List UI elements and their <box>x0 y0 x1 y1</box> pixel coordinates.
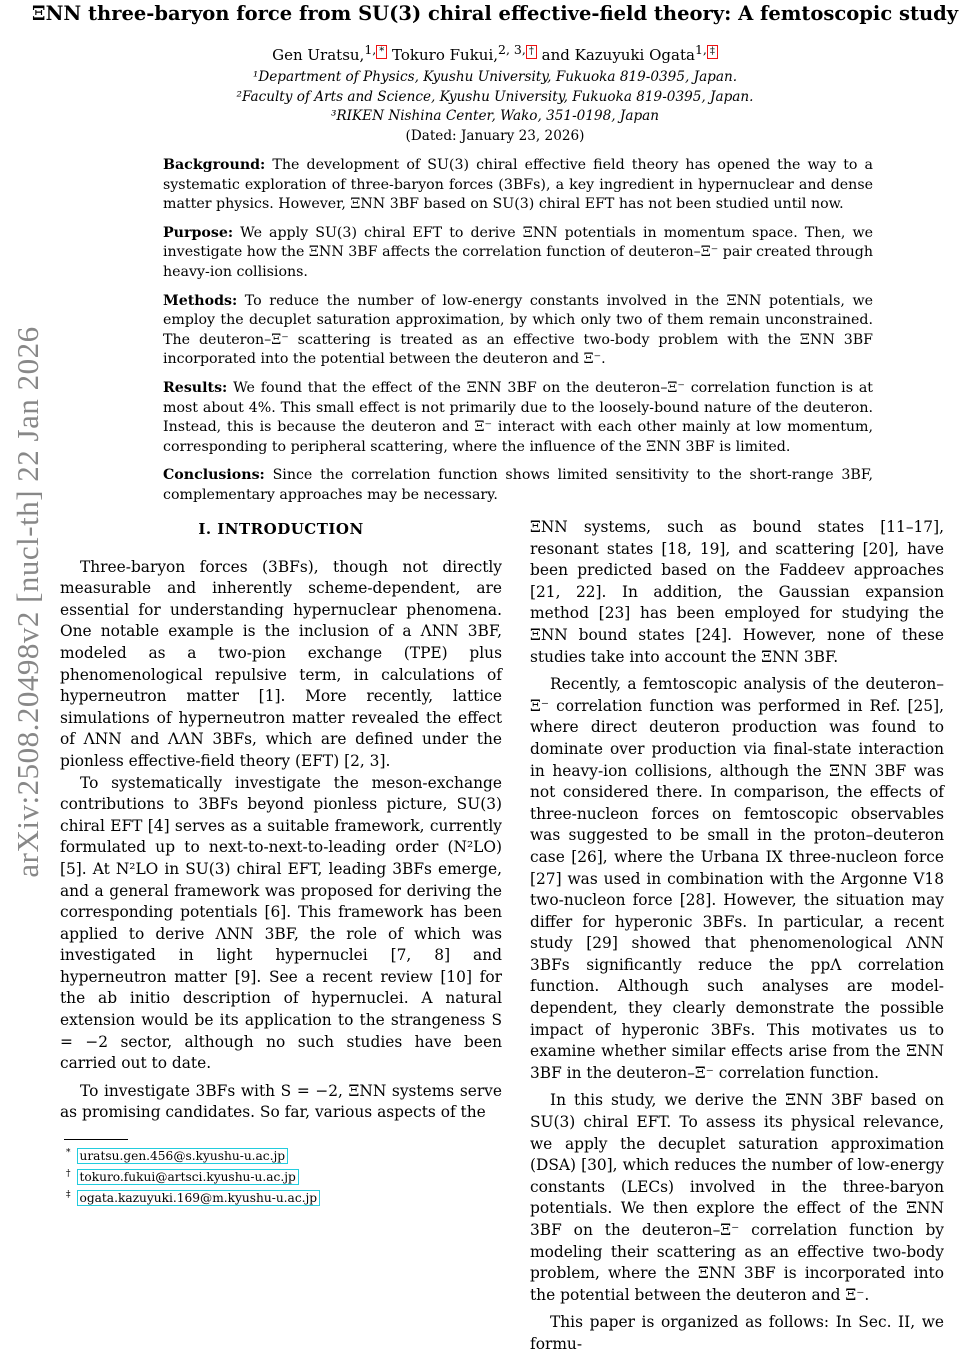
affiliation-3: ³RIKEN Nishina Center, Wako, 351-0198, Japan <box>330 108 660 124</box>
email-link-fukui[interactable]: tokuro.fukui@artsci.kyushu-u.ac.jp <box>77 1169 299 1185</box>
author-ogata: and Kazuyuki Ogata <box>541 46 695 64</box>
footnotes <box>66 1144 320 1207</box>
abstract-results: Results: We found that the effect of the ΞNN 3BF on the deuteron–Ξ⁻ correlation function is at most about 4%. This small effect is not primarily due to the loosely-bound nature of the deuteron. Instead, this is because the deuteron and Ξ⁻ interact with each other mainly at low momentum, corresponding to peripheral scattering, where the influence of the ΞNN 3BF is limited. <box>163 379 873 455</box>
abstract-background: Background: The development of SU(3) chiral effective field theory has opened the way to a systematic exploration of three-baryon forces (3BFs), a key ingredient in hypernuclear and dense matter physics. However, ΞNN 3BF based on SU(3) chiral EFT has not been studied until now. <box>163 157 873 213</box>
author-uratsu: Gen Uratsu, <box>272 46 365 64</box>
footnote-divider <box>64 1139 128 1140</box>
footnote-link-2[interactable]: † <box>526 45 537 59</box>
arxiv-identifier: arXiv:2508.20498v2 [nucl-th] 22 Jan 2026 <box>10 326 45 878</box>
affiliation-2: ²Faculty of Arts and Science, Kyushu University, Fukuoka 819-0395, Japan. <box>236 88 754 105</box>
footnote-3: ‡ ogata.kazuyuki.169@m.kyushu-u.ac.jp <box>66 1186 320 1207</box>
affiliations <box>100 68 890 146</box>
email-link-uratsu[interactable]: uratsu.gen.456@s.kyushu-u.ac.jp <box>77 1148 289 1164</box>
footnote-link-1[interactable]: * <box>376 45 387 59</box>
paragraph: To investigate 3BFs with S = −2, ΞNN systems serve as promising candidates. So far, various aspects of the <box>60 1081 502 1122</box>
abstract <box>163 156 873 515</box>
footnote-link-3[interactable]: ‡ <box>707 45 718 59</box>
abstract-methods: Methods: To reduce the number of low-energy constants involved in the ΞNN potentials, we employ the decuplet saturation approximation, by which only two of them remain unconstrained. The deuteron–Ξ⁻ scattering is treated as an effective two-body problem with the ΞNN 3BF incorporated into the potential between the deuteron and Ξ⁻. <box>163 292 873 368</box>
paragraph: In this study, we derive the ΞNN 3BF based on SU(3) chiral EFT. To assess its physical relevance, we apply the decuplet saturation approximation (DSA) [30], which reduces the number of low-energy constants (LECs) involved in the three-baryon potentials. We then explore the effect of the ΞNN 3BF on the deuteron–Ξ⁻ correlation function by modeling their scattering as an effective two-body problem, where the ΞNN 3BF is incorporated into the potential between the deuteron and Ξ⁻. <box>530 1091 944 1304</box>
author-list: Gen Uratsu,$^{1,}$ * Tokuro Fukui,$^{2, 3,}$ † and Kazuyuki Ogata$^{1,}$ ‡ <box>100 42 890 64</box>
paper-title: ΞNN three-baryon force from SU(3) chiral effective-field theory: A femtoscopic study <box>31 2 959 25</box>
right-column <box>530 517 944 1356</box>
section-heading-introduction: I. INTRODUCTION <box>198 520 364 538</box>
affiliation-1: ¹Department of Physics, Kyushu University, Fukuoka 819-0395, Japan. <box>252 69 738 85</box>
footnote-1: * uratsu.gen.456@s.kyushu-u.ac.jp <box>66 1144 320 1165</box>
paragraph: ΞNN systems, such as bound states [11–17], resonant states [18, 19], and scattering [20], have been predicted based on the Faddeev approaches [21, 22]. In addition, the Gaussian expansion method [23] has been employed for studying the ΞNN bound states [24]. However, none of these studies take into account the ΞNN 3BF. <box>530 518 944 666</box>
paragraph: Three-baryon forces (3BFs), though not directly measurable and inherently scheme-dependent, are essential for understanding hypernuclear phenomena. One notable example is the inclusion of a ΛNN 3BF, modeled as a two-pion exchange (TPE) plus phenomenological repulsive term, in calculations of hyperneutron matter [1]. More recently, lattice simulations of hyperneutron matter revealed the effect of ΛNN and ΛΛN 3BFs, which are defined under the pionless effective-field theory (EFT) [2, 3]. <box>60 557 502 770</box>
paragraph: To systematically investigate the meson-exchange contributions to 3BFs beyond pionless picture, SU(3) chiral EFT [4] serves as a suitable framework, currently formulated up to next-to-next-to-leading order (N²LO) [5]. At N²LO in SU(3) chiral EFT, leading 3BFs emerge, and a general framework was proposed for deriving the corresponding potentials [6]. This framework has been applied to derive ΛNN 3BF, the role of which was investigated in light hypernuclei [7, 8] and hyperneutron matter [9]. See a recent review [10] for the ab initio description of hypernuclei. A natural extension would be its application to the strangeness S = −2 sector, although no such studies have been carried out to date. <box>60 773 502 1073</box>
left-column <box>60 519 502 1124</box>
abstract-conclusions: Conclusions: Since the correlation function shows limited sensitivity to the short-range 3BF, complementary approaches may be necessary. <box>163 467 873 503</box>
paragraph: Recently, a femtoscopic analysis of the deuteron–Ξ⁻ correlation function was performed in Ref. [25], where direct deuteron production was found to dominate over production via final-state interaction in heavy-ion collisions, although the ΞNN 3BF was not considered there. In comparison, the effects of three-nucleon forces on femtoscopic observables was suggested to be small in the proton–deuteron case [26], where the Urbana IX three-nucleon force [27] was used in combination with the Argonne V18 two-nucleon force [28]. However, the situation may differ for hyperonic 3BFs. In particular, a recent study [29] showed that phenomenological ΛNN 3BFs significantly reduce the ppΛ correlation function. Although such analyses are model-dependent, they clearly demonstrate the possible impact of hyperonic 3BFs. This motivates us to examine whether similar effects arise from the ΞNN 3BF in the deuteron–Ξ⁻ correlation function. <box>530 675 944 1082</box>
abstract-purpose: Purpose: We apply SU(3) chiral EFT to derive ΞNN potentials in momentum space. Then, we investigate how the ΞNN 3BF affects the correlation function of deuteron–Ξ⁻ pair created through heavy-ion collisions. <box>163 224 873 280</box>
author-fukui: Tokuro Fukui, <box>392 46 499 64</box>
footnote-2: † tokuro.fukui@artsci.kyushu-u.ac.jp <box>66 1165 320 1186</box>
paragraph: This paper is organized as follows: In Sec. II, we formu- <box>530 1313 944 1353</box>
email-link-ogata[interactable]: ogata.kazuyuki.169@m.kyushu-u.ac.jp <box>77 1190 321 1206</box>
date-line: (Dated: January 23, 2026) <box>405 127 585 144</box>
